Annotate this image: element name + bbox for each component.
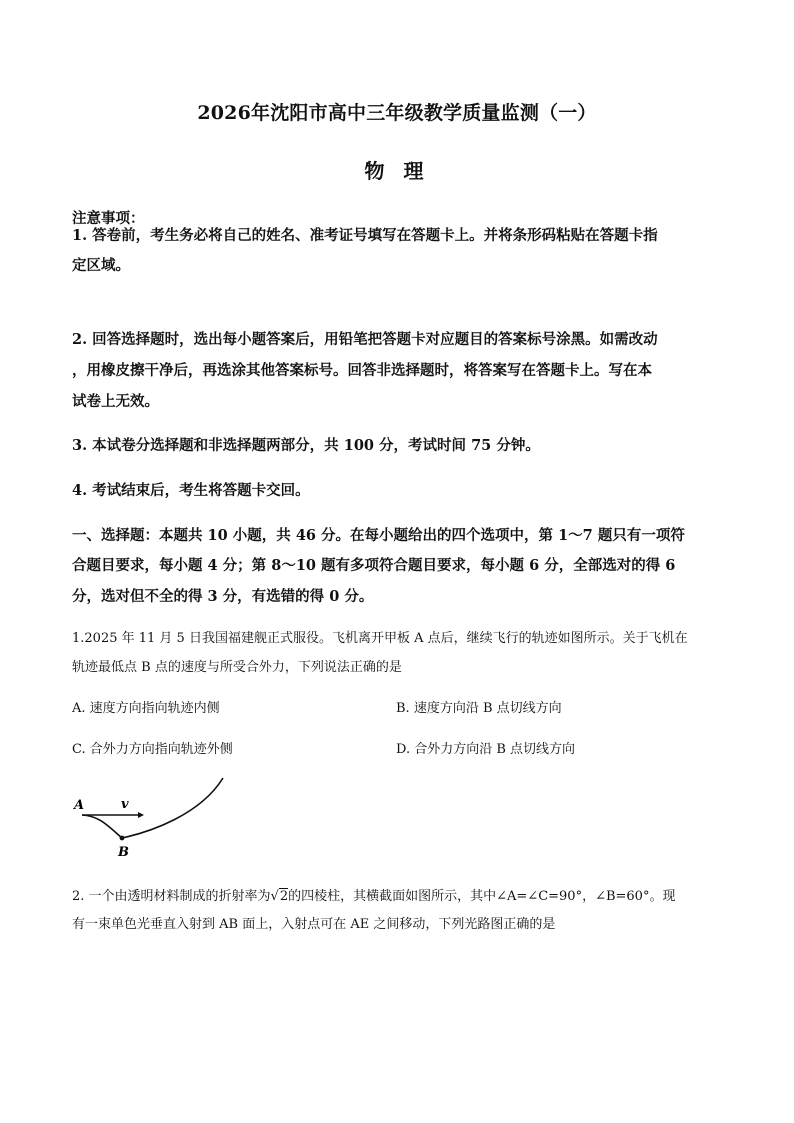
note-2-line-1: 2. 回答选择题时，选出每小题答案后，用铅笔把答题卡对应题目的答案标号涂黑。如需改动 [72,331,658,348]
question-2-text-after-sqrt: 的四棱柱，其横截面如图所示，其中∠A=∠C=90°，∠B=60°。现 [288,889,676,904]
figure-label-v: v [121,797,129,812]
section-1-line-2: 合题目要求，每小题 4 分；第 8～10 题有多项符合题目要求，每小题 6 分，全部选对的得 6 [72,557,676,574]
question-1-line-2: 轨迹最低点 B 点的速度与所受合外力，下列说法正确的是 [72,660,402,675]
question-1-option-a: A. 速度方向指向轨迹内侧 [72,701,220,716]
question-2-text-before-sqrt: 2. 一个由透明材料制成的折射率为 [72,889,271,904]
section-1-line-1: 一、选择题：本题共 10 小题，共 46 分。在每小题给出的四个选项中，第 1～7 题只有一项符 [72,527,685,544]
trajectory-curve [82,778,223,838]
note-2-line-2: ，用橡皮擦干净后，再选涂其他答案标号。回答非选择题时，将答案写在答题卡上。写在本 [72,362,652,379]
exam-title: 2026年沈阳市高中三年级教学质量监测（一） [197,102,597,124]
question-2-line-1 [72,885,675,904]
sqrt-radicand: 2 [279,889,289,904]
note-4: 4. 考试结束后，考生将答题卡交回。 [72,482,310,499]
figure-label-a: A [74,798,85,813]
question-1-line-1: 1.2025 年 11 月 5 日我国福建舰正式服役。飞机离开甲板 A 点后，继续飞行的轨迹如图所示。关于飞机在 [72,631,688,646]
question-2-line-2: 有一束单色光垂直入射到 AB 面上，入射点可在 AE 之间移动，下列光路图正确的是 [72,917,556,932]
note-3: 3. 本试卷分选择题和非选择题两部分，共 100 分，考试时间 75 分钟。 [72,437,540,454]
note-1-line-1: 1. 答卷前，考生务必将自己的姓名、准考证号填写在答题卡上。并将条形码粘贴在答题卡指 [72,227,658,244]
figure-label-b: B [118,845,129,860]
subject-title: 物 理 [364,159,430,183]
question-1-option-c: C. 合外力方向指向轨迹外侧 [72,742,233,757]
section-1-line-3: 分，选对但不全的得 3 分，有选错的得 0 分。 [72,588,374,605]
sqrt-symbol: √2 [270,889,289,904]
question-1-option-b: B. 速度方向沿 B 点切线方向 [396,701,562,716]
note-1-line-2: 定区域。 [72,257,130,274]
notes-heading: 注意事项： [72,210,145,227]
question-1-option-d: D. 合外力方向沿 B 点切线方向 [396,742,576,757]
trajectory-figure [60,770,240,865]
velocity-arrowhead-icon [138,812,144,818]
note-2-line-3: 试卷上无效。 [72,393,159,410]
point-b-marker [120,836,125,841]
